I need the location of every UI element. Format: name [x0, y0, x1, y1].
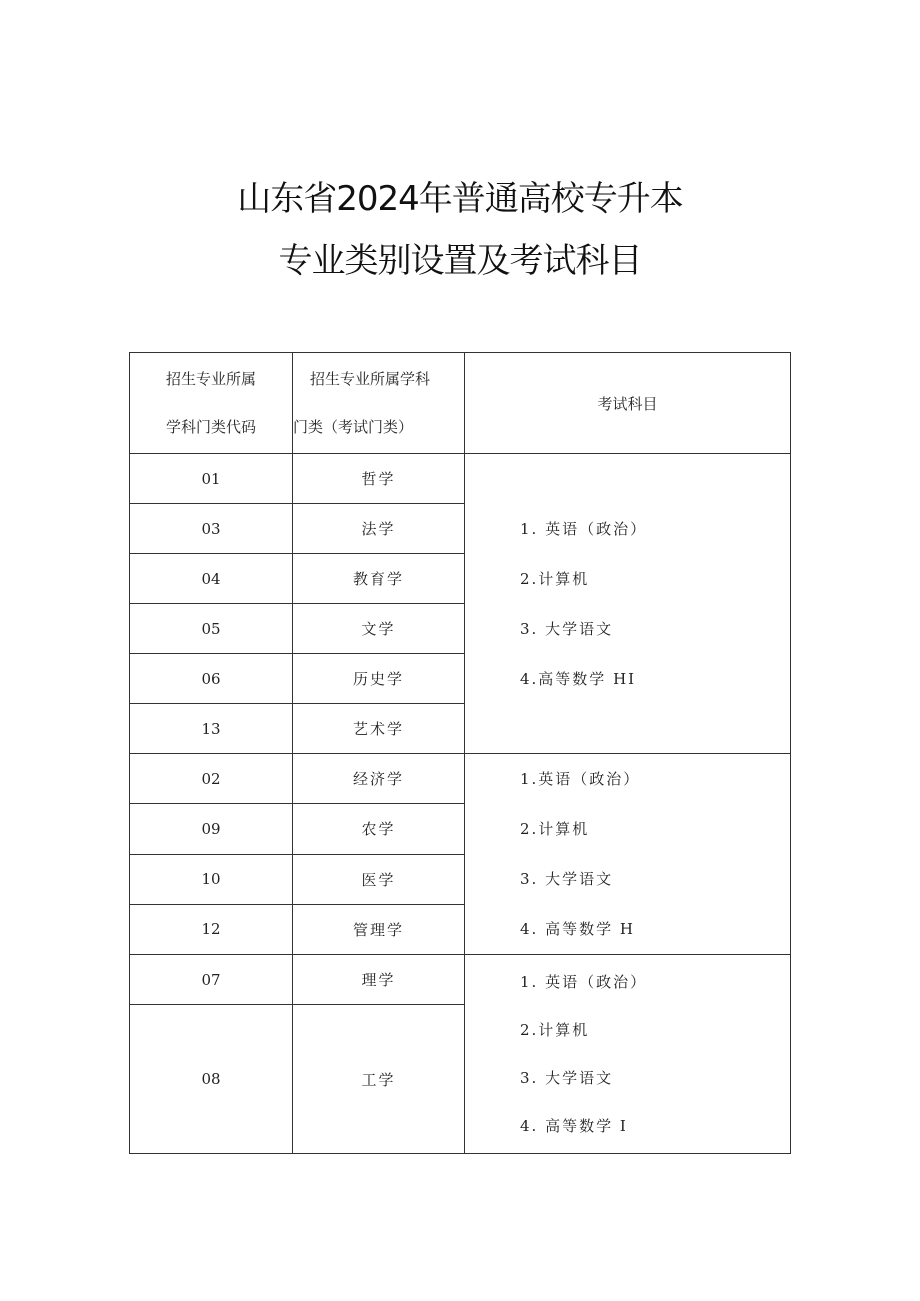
- header-category-line2: 门类（考试门类）: [293, 418, 414, 436]
- subject-item: 1. 英语（政治）: [520, 519, 648, 538]
- code-cell: 10: [130, 854, 293, 904]
- category-cell: 工学: [293, 1005, 465, 1154]
- subjects-table: [129, 352, 791, 1154]
- code-cell: 03: [130, 504, 293, 554]
- code-cell: 06: [130, 654, 293, 704]
- subject-item: 3. 大学语文: [520, 870, 614, 888]
- subject-item: 3. 大学语文: [520, 619, 614, 638]
- subjects-cell: [465, 955, 791, 1154]
- subject-item: 1. 英语（政治）: [520, 973, 648, 991]
- category-cell: 哲学: [293, 454, 465, 504]
- table-header-row: [130, 353, 791, 454]
- subject-item: 1.英语（政治）: [520, 770, 641, 788]
- page-title: 山东省2024年普通高校专升本: [237, 179, 683, 219]
- category-cell: 医学: [293, 854, 465, 904]
- table-row: [130, 454, 791, 504]
- category-cell: 文学: [293, 604, 465, 654]
- code-cell: 08: [130, 1005, 293, 1154]
- subject-item: 4. 高等数学 H: [520, 920, 635, 938]
- subjects-cell: [465, 754, 791, 955]
- category-cell: 法学: [293, 504, 465, 554]
- code-cell: 09: [130, 804, 293, 854]
- category-cell: 历史学: [293, 654, 465, 704]
- header-subjects: 考试科目: [465, 353, 791, 454]
- code-cell: 07: [130, 955, 293, 1005]
- subject-item: 4.高等数学 HI: [520, 669, 637, 688]
- header-code: [130, 353, 293, 454]
- category-cell: 经济学: [293, 754, 465, 804]
- subject-item: 2.计算机: [520, 569, 590, 588]
- subjects-cell: [465, 454, 791, 754]
- category-cell: 理学: [293, 955, 465, 1005]
- header-code-line1: 招生专业所属: [165, 370, 256, 388]
- category-cell: 农学: [293, 804, 465, 854]
- subject-item: 3. 大学语文: [520, 1069, 614, 1087]
- header-category-line1: 招生专业所属学科: [310, 370, 431, 388]
- code-cell: 12: [130, 904, 293, 954]
- subject-item: 2.计算机: [520, 1021, 590, 1039]
- code-cell: 13: [130, 704, 293, 754]
- code-cell: 02: [130, 754, 293, 804]
- code-cell: 04: [130, 554, 293, 604]
- code-cell: 05: [130, 604, 293, 654]
- subject-item: 4. 高等数学 I: [520, 1117, 628, 1135]
- table-row: [130, 754, 791, 804]
- table-row: [130, 955, 791, 1005]
- category-cell: 管理学: [293, 904, 465, 954]
- header-category: [293, 353, 465, 454]
- subject-item: 2.计算机: [520, 820, 590, 838]
- code-cell: 01: [130, 454, 293, 504]
- page-subtitle: 专业类别设置及考试科目: [278, 241, 642, 281]
- category-cell: 教育学: [293, 554, 465, 604]
- category-cell: 艺术学: [293, 704, 465, 754]
- header-code-line2: 学科门类代码: [165, 418, 256, 436]
